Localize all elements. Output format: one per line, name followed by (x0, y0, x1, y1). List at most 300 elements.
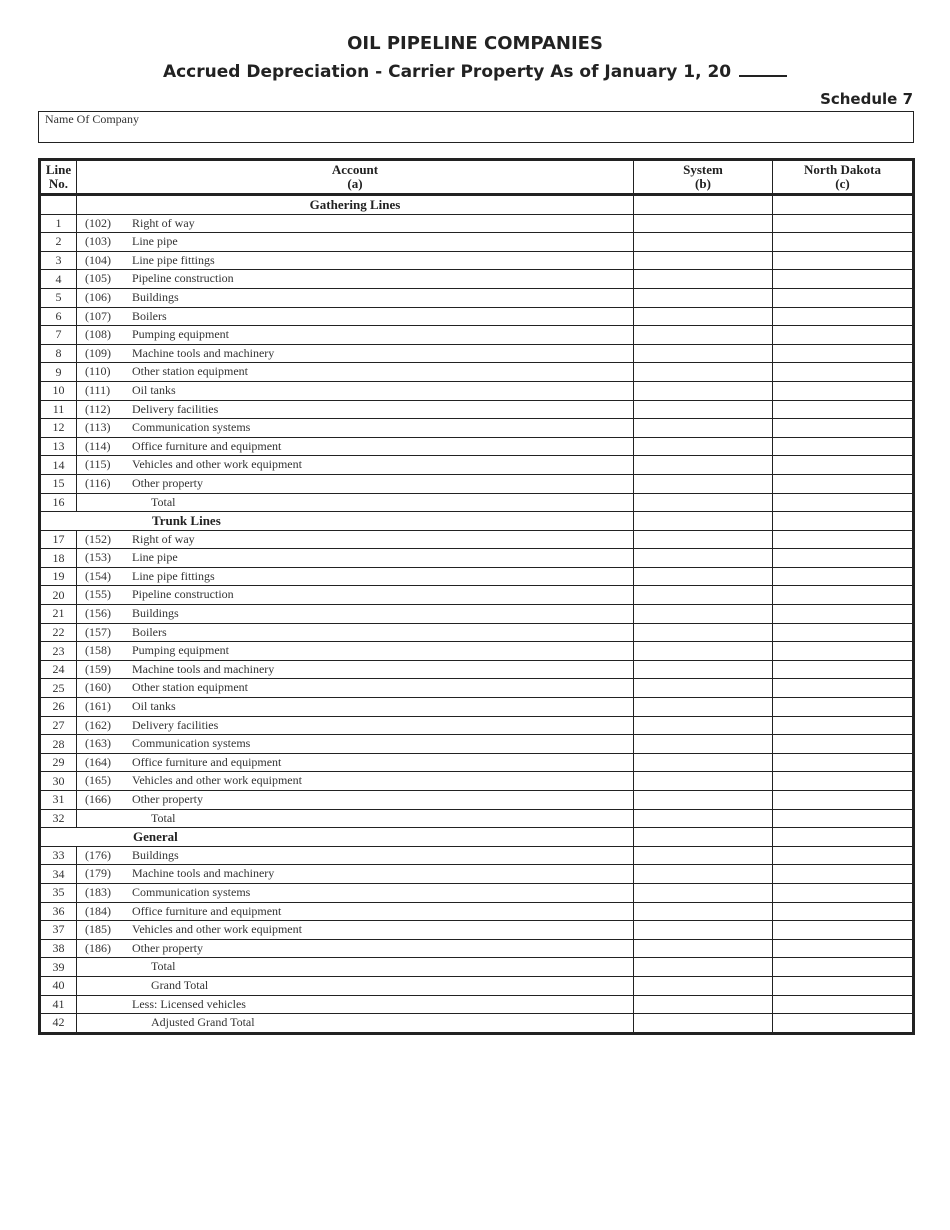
system-value-cell[interactable] (634, 902, 773, 921)
account-description: Communication systems (132, 884, 251, 899)
line-number: 12 (40, 419, 77, 438)
line-number: 30 (40, 772, 77, 791)
account-cell (77, 1014, 634, 1034)
account-code: (107) (85, 308, 111, 323)
account-cell (77, 493, 634, 512)
account-description: Other property (132, 475, 203, 490)
system-value-cell[interactable] (634, 791, 773, 810)
col-header-account: Account (a) (77, 160, 634, 195)
north-dakota-value-cell[interactable] (773, 195, 914, 215)
account-cell (77, 642, 634, 661)
section-header-row (40, 512, 914, 531)
system-value-cell[interactable] (634, 270, 773, 289)
line-number: 18 (40, 549, 77, 568)
line-number: 24 (40, 660, 77, 679)
account-cell (77, 679, 634, 698)
table-row (40, 419, 914, 438)
table-row (40, 586, 914, 605)
account-description: Boilers (132, 624, 167, 639)
account-description: Boilers (132, 308, 167, 323)
north-dakota-value-cell[interactable] (773, 456, 914, 475)
line-number: 17 (40, 530, 77, 549)
section-title-cell (40, 828, 634, 847)
table-row (40, 344, 914, 363)
north-dakota-value-cell[interactable] (773, 883, 914, 902)
north-dakota-value-cell[interactable] (773, 846, 914, 865)
col-header-system: System (b) (634, 160, 773, 195)
account-code: (103) (85, 234, 111, 249)
account-code: (163) (85, 736, 111, 751)
line-number: 27 (40, 716, 77, 735)
section-title: Gathering Lines (77, 195, 634, 215)
line-number: 26 (40, 698, 77, 717)
system-value-cell[interactable] (634, 605, 773, 624)
account-code: (113) (85, 420, 111, 435)
page-subtitle (0, 61, 950, 82)
account-code: (164) (85, 754, 111, 769)
system-value-cell[interactable] (634, 921, 773, 940)
account-cell (77, 307, 634, 326)
account-description: Vehicles and other work equipment (132, 922, 302, 937)
table-row (40, 567, 914, 586)
north-dakota-value-cell[interactable] (773, 939, 914, 958)
north-dakota-value-cell[interactable] (773, 958, 914, 977)
account-cell (77, 976, 634, 995)
table-row (40, 679, 914, 698)
account-code: (155) (85, 587, 111, 602)
table-row (40, 883, 914, 902)
account-cell (77, 939, 634, 958)
account-code: (161) (85, 699, 111, 714)
account-code: (186) (85, 940, 111, 955)
account-code: (157) (85, 624, 111, 639)
system-value-cell[interactable] (634, 456, 773, 475)
line-number: 41 (40, 995, 77, 1014)
account-cell (77, 400, 634, 419)
account-code: (160) (85, 680, 111, 695)
system-value-cell[interactable] (634, 363, 773, 382)
account-code: (165) (85, 773, 111, 788)
account-cell (77, 995, 634, 1014)
line-number: 25 (40, 679, 77, 698)
account-code: (184) (85, 903, 111, 918)
account-description: Buildings (132, 847, 179, 862)
table-row (40, 605, 914, 624)
account-code: (114) (85, 438, 111, 453)
line-number: 6 (40, 307, 77, 326)
account-description: Other property (132, 792, 203, 806)
account-code: (108) (85, 327, 111, 342)
table-row (40, 400, 914, 419)
line-number: 21 (40, 605, 77, 624)
table-row (40, 660, 914, 679)
line-number: 7 (40, 326, 77, 345)
table-row (40, 772, 914, 791)
account-description: Right of way (132, 531, 195, 546)
account-description: Pumping equipment (132, 327, 229, 342)
account-cell (77, 716, 634, 735)
account-code: (156) (85, 606, 111, 621)
system-value-cell[interactable] (634, 549, 773, 568)
account-code: (158) (85, 643, 111, 658)
line-number: 10 (40, 381, 77, 400)
table-row (40, 381, 914, 400)
table-row (40, 363, 914, 382)
account-cell (77, 753, 634, 772)
line-number: 28 (40, 735, 77, 754)
account-code: (179) (85, 866, 111, 881)
account-description: Total (151, 959, 176, 974)
north-dakota-value-cell[interactable] (773, 214, 914, 233)
system-value-cell[interactable] (634, 512, 773, 531)
account-description: Delivery facilities (132, 401, 219, 416)
account-code: (154) (85, 568, 111, 583)
table-row (40, 995, 914, 1014)
system-value-cell[interactable] (634, 828, 773, 847)
account-cell (77, 437, 634, 456)
north-dakota-value-cell[interactable] (773, 623, 914, 642)
table-row (40, 456, 914, 475)
account-code: (112) (85, 401, 111, 416)
table-row (40, 921, 914, 940)
account-cell (77, 791, 634, 810)
account-cell (77, 251, 634, 270)
table-row (40, 307, 914, 326)
system-value-cell[interactable] (634, 939, 773, 958)
system-value-cell[interactable] (634, 288, 773, 307)
table-row (40, 437, 914, 456)
account-description: Office furniture and equipment (132, 903, 282, 918)
system-value-cell[interactable] (634, 846, 773, 865)
account-code: (105) (85, 271, 111, 286)
system-value-cell[interactable] (634, 1014, 773, 1034)
system-value-cell[interactable] (634, 976, 773, 995)
north-dakota-value-cell[interactable] (773, 753, 914, 772)
north-dakota-value-cell[interactable] (773, 809, 914, 828)
account-cell (77, 623, 634, 642)
system-value-cell[interactable] (634, 307, 773, 326)
north-dakota-value-cell[interactable] (773, 288, 914, 307)
account-code: (183) (85, 884, 111, 899)
table-row (40, 791, 914, 810)
table-row (40, 474, 914, 493)
line-number: 33 (40, 846, 77, 865)
account-code: (159) (85, 661, 111, 676)
line-number: 31 (40, 791, 77, 810)
account-description: Machine tools and machinery (132, 866, 275, 881)
system-value-cell[interactable] (634, 530, 773, 549)
account-cell (77, 772, 634, 791)
table-row (40, 326, 914, 345)
north-dakota-value-cell[interactable] (773, 791, 914, 810)
account-description: Oil tanks (132, 699, 176, 714)
account-cell (77, 846, 634, 865)
account-description: Buildings (132, 289, 179, 304)
north-dakota-value-cell[interactable] (773, 660, 914, 679)
north-dakota-value-cell[interactable] (773, 921, 914, 940)
line-number: 20 (40, 586, 77, 605)
system-value-cell[interactable] (634, 326, 773, 345)
line-number: 3 (40, 251, 77, 270)
table-row (40, 809, 914, 828)
account-description: Other station equipment (132, 364, 248, 379)
account-description: Office furniture and equipment (132, 438, 282, 453)
north-dakota-value-cell[interactable] (773, 437, 914, 456)
account-code: (102) (85, 215, 111, 230)
line-number: 38 (40, 939, 77, 958)
system-value-cell[interactable] (634, 400, 773, 419)
account-cell (77, 214, 634, 233)
account-description: Grand Total (151, 977, 209, 992)
line-number: 13 (40, 437, 77, 456)
north-dakota-value-cell[interactable] (773, 344, 914, 363)
account-description: Oil tanks (132, 382, 176, 397)
account-cell (77, 605, 634, 624)
table-row (40, 233, 914, 252)
account-description: Vehicles and other work equipment (132, 773, 302, 788)
system-value-cell[interactable] (634, 883, 773, 902)
table-row (40, 549, 914, 568)
account-code: (110) (85, 364, 111, 379)
account-description: Pipeline construction (132, 271, 234, 286)
system-value-cell[interactable] (634, 716, 773, 735)
north-dakota-value-cell[interactable] (773, 716, 914, 735)
north-dakota-value-cell[interactable] (773, 512, 914, 531)
account-cell (77, 958, 634, 977)
table-row (40, 270, 914, 289)
account-description: Pumping equipment (132, 643, 229, 658)
table-row (40, 976, 914, 995)
system-value-cell[interactable] (634, 344, 773, 363)
system-value-cell[interactable] (634, 233, 773, 252)
line-number: 11 (40, 400, 77, 419)
account-cell (77, 698, 634, 717)
account-cell (77, 233, 634, 252)
account-description: Adjusted Grand Total (151, 1015, 255, 1030)
system-value-cell[interactable] (634, 195, 773, 215)
account-description: Less: Licensed vehicles (132, 996, 246, 1011)
section-header-row (40, 195, 914, 215)
north-dakota-value-cell[interactable] (773, 400, 914, 419)
account-code: (162) (85, 717, 111, 732)
system-value-cell[interactable] (634, 474, 773, 493)
north-dakota-value-cell[interactable] (773, 567, 914, 586)
account-cell (77, 921, 634, 940)
account-code: (116) (85, 475, 111, 490)
account-code: (166) (85, 792, 111, 806)
line-number: 40 (40, 976, 77, 995)
north-dakota-value-cell[interactable] (773, 326, 914, 345)
page-title: OIL PIPELINE COMPANIES (347, 33, 603, 54)
account-cell (77, 344, 634, 363)
table-row (40, 753, 914, 772)
account-code: (152) (85, 531, 111, 546)
account-cell (77, 902, 634, 921)
system-value-cell[interactable] (634, 753, 773, 772)
north-dakota-value-cell[interactable] (773, 772, 914, 791)
account-cell (77, 549, 634, 568)
account-cell (77, 660, 634, 679)
account-code: (185) (85, 922, 111, 937)
account-cell (77, 735, 634, 754)
line-number: 9 (40, 363, 77, 382)
system-value-cell[interactable] (634, 660, 773, 679)
north-dakota-value-cell[interactable] (773, 735, 914, 754)
account-cell (77, 381, 634, 400)
account-cell (77, 567, 634, 586)
line-number: 29 (40, 753, 77, 772)
account-cell (77, 288, 634, 307)
account-cell (77, 883, 634, 902)
account-cell (77, 326, 634, 345)
account-code: (176) (85, 847, 111, 862)
north-dakota-value-cell[interactable] (773, 605, 914, 624)
north-dakota-value-cell[interactable] (773, 381, 914, 400)
table-row (40, 958, 914, 977)
north-dakota-value-cell[interactable] (773, 251, 914, 270)
line-number: 16 (40, 493, 77, 512)
north-dakota-value-cell[interactable] (773, 642, 914, 661)
account-cell (77, 456, 634, 475)
line-number: 14 (40, 456, 77, 475)
table-header-row (40, 160, 914, 195)
line-number: 22 (40, 623, 77, 642)
year-blank[interactable] (739, 61, 787, 77)
north-dakota-value-cell[interactable] (773, 865, 914, 884)
account-description: Other property (132, 940, 203, 955)
table-row (40, 716, 914, 735)
account-description: Total (151, 810, 176, 825)
system-value-cell[interactable] (634, 493, 773, 512)
account-description: Delivery facilities (132, 717, 219, 732)
line-number: 37 (40, 921, 77, 940)
system-value-cell[interactable] (634, 381, 773, 400)
account-cell (77, 270, 634, 289)
account-cell (77, 419, 634, 438)
line-number: 4 (40, 270, 77, 289)
line-number: 35 (40, 883, 77, 902)
line-number: 39 (40, 958, 77, 977)
account-description: Line pipe fittings (132, 568, 215, 583)
table-row (40, 735, 914, 754)
system-value-cell[interactable] (634, 772, 773, 791)
system-value-cell[interactable] (634, 995, 773, 1014)
line-number: 42 (40, 1014, 77, 1034)
table-row (40, 902, 914, 921)
company-name-label: Name Of Company (45, 112, 139, 126)
system-value-cell[interactable] (634, 214, 773, 233)
account-cell (77, 363, 634, 382)
account-cell (77, 530, 634, 549)
account-cell (77, 474, 634, 493)
north-dakota-value-cell[interactable] (773, 1014, 914, 1034)
north-dakota-value-cell[interactable] (773, 270, 914, 289)
subtitle-text: Accrued Depreciation - Carrier Property As of January 1, 20 (162, 62, 732, 82)
table-row (40, 865, 914, 884)
system-value-cell[interactable] (634, 958, 773, 977)
north-dakota-value-cell[interactable] (773, 530, 914, 549)
north-dakota-value-cell[interactable] (773, 828, 914, 847)
account-description: Office furniture and equipment (132, 754, 282, 769)
system-value-cell[interactable] (634, 865, 773, 884)
north-dakota-value-cell[interactable] (773, 474, 914, 493)
north-dakota-value-cell[interactable] (773, 233, 914, 252)
north-dakota-value-cell[interactable] (773, 549, 914, 568)
account-description: Machine tools and machinery (132, 661, 275, 676)
table-row (40, 1014, 914, 1034)
north-dakota-value-cell[interactable] (773, 995, 914, 1014)
section-title: Trunk Lines (152, 513, 221, 529)
north-dakota-value-cell[interactable] (773, 698, 914, 717)
north-dakota-value-cell[interactable] (773, 363, 914, 382)
system-value-cell[interactable] (634, 679, 773, 698)
schedule-label: Schedule 7 (820, 90, 913, 108)
system-value-cell[interactable] (634, 567, 773, 586)
col-header-north-dakota: North Dakota (c) (773, 160, 914, 195)
system-value-cell[interactable] (634, 698, 773, 717)
system-value-cell[interactable] (634, 809, 773, 828)
system-value-cell[interactable] (634, 437, 773, 456)
account-description: Line pipe (132, 550, 178, 565)
table-row (40, 251, 914, 270)
account-description: Pipeline construction (132, 587, 234, 602)
system-value-cell[interactable] (634, 419, 773, 438)
account-cell (77, 586, 634, 605)
line-number: 2 (40, 233, 77, 252)
table-row (40, 642, 914, 661)
system-value-cell[interactable] (634, 642, 773, 661)
account-description: Other station equipment (132, 680, 248, 695)
account-cell (77, 865, 634, 884)
line-number: 32 (40, 809, 77, 828)
account-description: Buildings (132, 606, 179, 621)
north-dakota-value-cell[interactable] (773, 307, 914, 326)
table-row (40, 493, 914, 512)
company-name-field[interactable] (38, 111, 914, 143)
table-row (40, 530, 914, 549)
section-header-row (40, 828, 914, 847)
account-description: Machine tools and machinery (132, 345, 275, 360)
account-description: Right of way (132, 215, 195, 230)
table-row (40, 698, 914, 717)
north-dakota-value-cell[interactable] (773, 902, 914, 921)
system-value-cell[interactable] (634, 586, 773, 605)
depreciation-table (38, 158, 915, 1035)
north-dakota-value-cell[interactable] (773, 679, 914, 698)
line-number: 19 (40, 567, 77, 586)
system-value-cell[interactable] (634, 623, 773, 642)
account-cell (77, 809, 634, 828)
table-row (40, 846, 914, 865)
account-code: (153) (85, 550, 111, 565)
line-number: 8 (40, 344, 77, 363)
north-dakota-value-cell[interactable] (773, 419, 914, 438)
account-code: (104) (85, 252, 111, 267)
account-code: (111) (85, 382, 111, 397)
system-value-cell[interactable] (634, 735, 773, 754)
line-number: 34 (40, 865, 77, 884)
system-value-cell[interactable] (634, 251, 773, 270)
account-code: (106) (85, 289, 111, 304)
line-number: 1 (40, 214, 77, 233)
north-dakota-value-cell[interactable] (773, 586, 914, 605)
section-line-cell (40, 195, 77, 215)
north-dakota-value-cell[interactable] (773, 976, 914, 995)
north-dakota-value-cell[interactable] (773, 493, 914, 512)
account-description: Communication systems (132, 736, 251, 751)
line-number: 36 (40, 902, 77, 921)
section-title: General (133, 829, 178, 845)
